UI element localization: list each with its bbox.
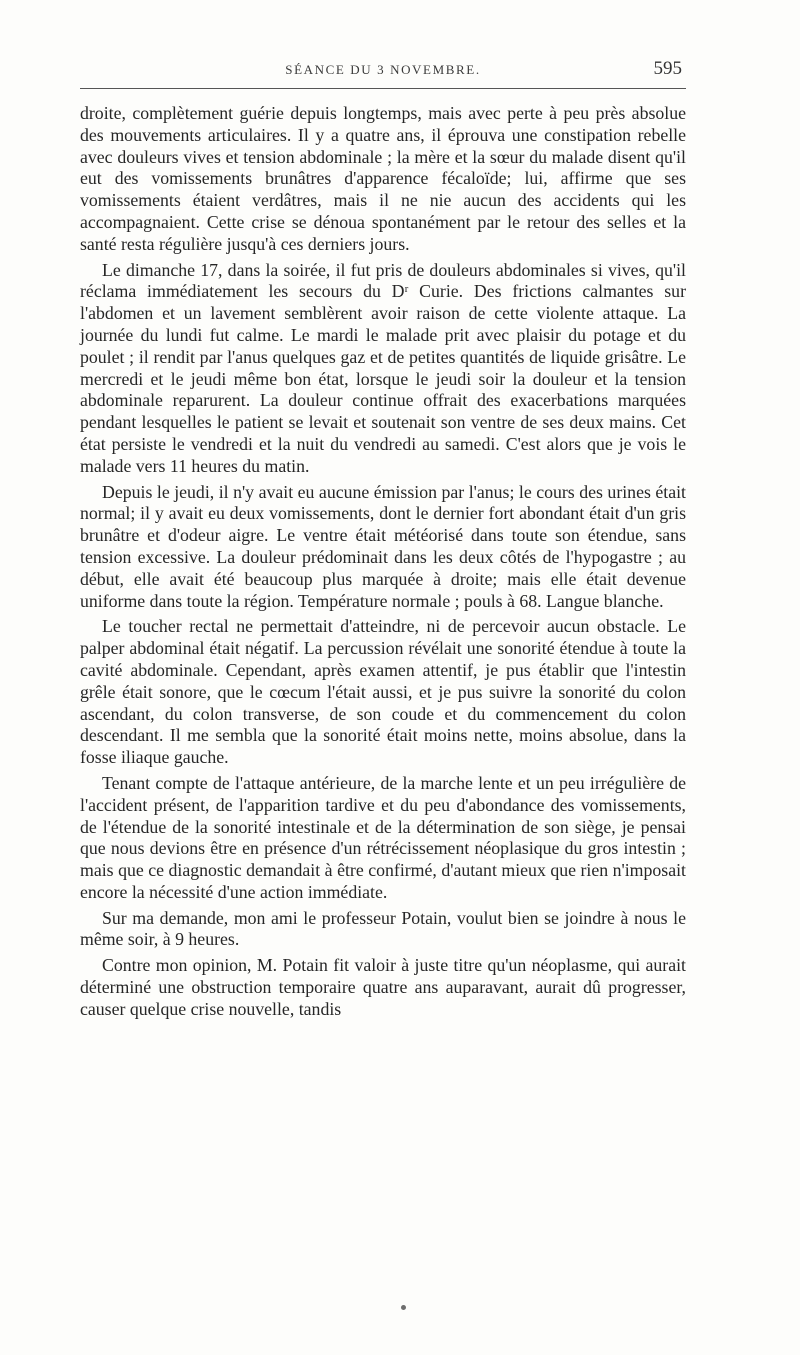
page-number: 595 — [653, 58, 682, 79]
body-text — [80, 103, 686, 1021]
paragraph-2: Le dimanche 17, dans la soirée, il fut pris de douleurs abdominales si vives, qu'il réclama immédiatement les secours du Dʳ Curie. Des frictions calmantes sur l'abdomen et un lavement semblèrent avoir raison de cette violente attaque. La journée du lundi fut calme. Le mardi le malade prit avec plaisir du potage et du poulet ; il rendit par l'anus quelques gaz et de petites quantités de liquide grisâtre. Le mercredi et le jeudi même bon état, lorsque le jeudi soir la douleur et la tension abdominale reparurent. La douleur continue offrait des exacerbations marquées pendant lesquelles le patient se levait et soutenait son ventre de ses deux mains. Cet état persiste le vendredi et la nuit du vendredi au samedi. C'est alors que je vois le malade vers 11 heures du matin. — [80, 259, 686, 476]
paragraph-6: Sur ma demande, mon ami le professeur Potain, voulut bien se joindre à nous le même soir, à 9 heures. — [80, 907, 686, 950]
running-head — [80, 58, 686, 86]
paragraph-7: Contre mon opinion, M. Potain fit valoir à juste titre qu'un néoplasme, qui aurait déterminé une obstruction temporaire quatre ans auparavant, aurait dû progresser, causer quelque crise nouvelle, tandis — [80, 955, 686, 1019]
running-title: SÉANCE DU 3 NOVEMBRE. — [285, 62, 481, 77]
paragraph-3: Depuis le jeudi, il n'y avait eu aucune émission par l'anus; le cours des urines était normal; il y avait eu deux vomissements, dont le dernier fort abondant était d'un gris brunâtre et d'odeur aigre. Le ventre était météorisé dans toute son étendue, sans tension excessive. La douleur prédominait dans les deux côtés de l'hypogastre ; au début, elle avait été beaucoup plus marquée à droite; mais elle était devenue uniforme dans toute la région. Température normale ; pouls à 68. Langue blanche. — [80, 481, 686, 611]
book-page — [80, 58, 686, 1021]
header-rule — [80, 88, 686, 89]
paragraph-4: Le toucher rectal ne permettait d'atteindre, ni de percevoir aucun obstacle. Le palper abdominal était négatif. La percussion révélait une sonorité étendue à toute la cavité abdominale. Cependant, après examen attentif, je pus établir que l'intestin grêle était sonore, que le cœcum l'était aussi, et je pus suivre la sonorité du colon ascendant, du colon transverse, de son coude et du commencement du colon descendant. Il me sembla que la sonorité était moins nette, moins absolue, dans la fosse iliaque gauche. — [80, 616, 686, 768]
paragraph-1: droite, complètement guérie depuis longtemps, mais avec perte à peu près absolue des mouvements articulaires. Il y a quatre ans, il éprouva une constipation rebelle avec douleurs vives et tension abdominale ; la mère et la sœur du malade disent qu'il eut des vomissements brunâtres d'apparence fécaloïde; lui, affirme que ses vomissements étaient verdâtres, mais il ne nie aucun des accidents qui les accompagnaient. Cette crise se dénoua spontanément par le retour des selles et la santé resta régulière jusqu'à ces derniers jours. — [80, 103, 686, 254]
page-speck — [401, 1305, 406, 1310]
paragraph-5: Tenant compte de l'attaque antérieure, de la marche lente et un peu irrégulière de l'accident présent, de l'apparition tardive et du peu d'abondance des vomissements, de l'étendue de la sonorité intestinale et de la détermination de son siège, je pensai que nous devions être en présence d'un rétrécissement néoplasique du gros intestin ; mais que ce diagnostic demandait à être confirmé, d'autant mieux que rien n'imposait encore la nécessité d'une action immédiate. — [80, 772, 686, 902]
